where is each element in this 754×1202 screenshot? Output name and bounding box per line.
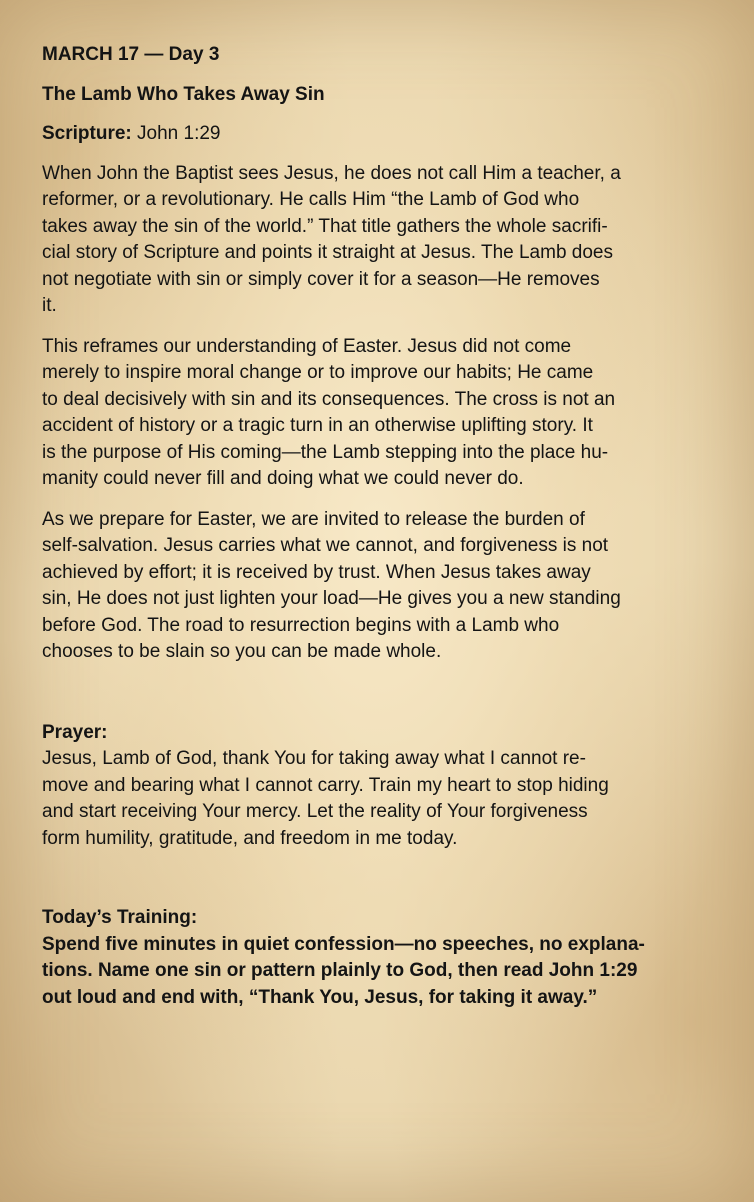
paragraph-line: merely to inspire moral change or to improve our habits; He came [42,362,594,383]
devotional-content [42,42,692,1011]
scripture-reference [42,121,692,148]
scripture-ref: John 1:29 [131,123,221,144]
training-section [42,905,692,1011]
training-line: out loud and end with, “Thank You, Jesus, for taking it away.” [42,986,598,1008]
prayer-label: Prayer: [42,721,108,743]
paragraph-line: it. [42,295,57,316]
paragraph-line: before God. The road to resurrection begins with a Lamb who [42,614,560,636]
paragraph-line: chooses to be slain so you can be made whole. [42,641,442,662]
paragraph-line: is the purpose of His coming—the Lamb stepping into the place hu- [42,441,609,463]
paragraph-line: When John the Baptist sees Jesus, he does not call Him a teacher, a [42,162,621,184]
prayer-line: move and bearing what I cannot carry. Train my heart to stop hiding [42,774,609,796]
paragraph-line: As we prepare for Easter, we are invited to release the burden of [42,508,585,530]
paragraph-line: This reframes our understanding of Easter. Jesus did not come [42,335,572,357]
section-spacer [42,852,692,905]
body-paragraph-2 [42,334,692,493]
prayer-line: form humility, gratitude, and freedom in me today. [42,827,458,849]
prayer-line: Jesus, Lamb of God, thank You for taking away what I cannot re- [42,748,586,769]
devotional-date: MARCH 17 — Day 3 [42,44,220,65]
devotional-title: The Lamb Who Takes Away Sin [42,83,325,105]
paragraph-line: takes away the sin of the world.” That title gathers the whole sacrifi- [42,215,608,237]
body-paragraph-1 [42,161,692,320]
paragraph-line: achieved by effort; it is received by trust. When Jesus takes away [42,561,591,583]
paragraph-line: reformer, or a revolutionary. He calls Him “the Lamb of God who [42,189,580,210]
training-label: Today’s Training: [42,907,198,928]
paragraph-line: accident of history or a tragic turn in an otherwise uplifting story. It [42,415,593,436]
scripture-label: Scripture: [42,123,132,144]
paragraph-line: manity could never fill and doing what we could never do. [42,468,524,489]
paragraph-line: not negotiate with sin or simply cover it for a season—He removes [42,268,600,290]
body-paragraph-3 [42,507,692,666]
paragraph-line: to deal decisively with sin and its consequences. The cross is not an [42,388,616,410]
prayer-section [42,720,692,853]
paragraph-line: self-salvation. Jesus carries what we cannot, and forgiveness is not [42,535,609,556]
training-line: tions. Name one sin or pattern plainly to God, then read John 1:29 [42,960,638,981]
section-spacer [42,680,692,720]
paragraph-line: sin, He does not just lighten your load—He gives you a new standing [42,588,621,609]
prayer-line: and start receiving Your mercy. Let the reality of Your forgiveness [42,801,588,822]
paragraph-line: cial story of Scripture and points it straight at Jesus. The Lamb does [42,242,613,263]
training-line: Spend five minutes in quiet confession—no speeches, no explana- [42,933,645,955]
